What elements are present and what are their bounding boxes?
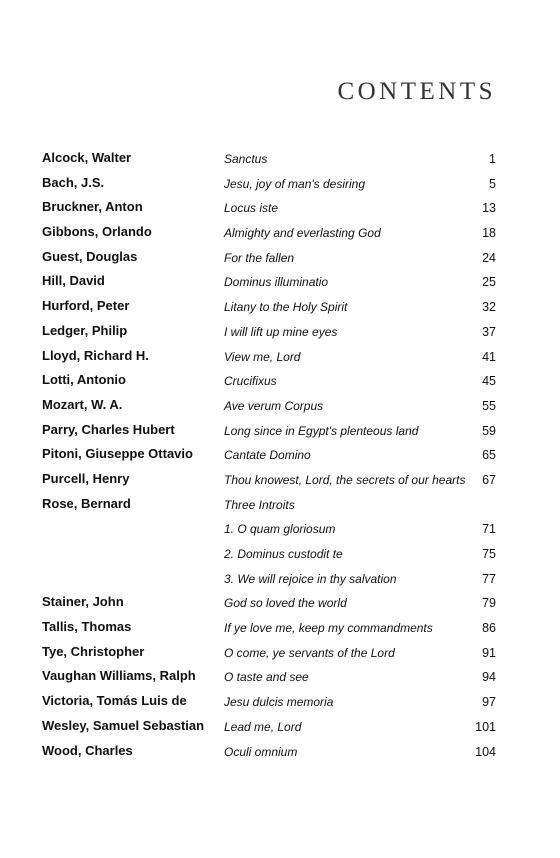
page-number: 86 bbox=[482, 621, 496, 636]
page-number: 65 bbox=[482, 448, 496, 463]
composer-name: Tye, Christopher bbox=[42, 643, 145, 659]
contents-entry bbox=[0, 271, 560, 296]
contents-entry bbox=[0, 642, 560, 667]
contents-entry bbox=[0, 568, 560, 593]
work-title: Ave verum Corpus bbox=[224, 398, 324, 413]
page-number: 37 bbox=[482, 324, 496, 339]
composer-name: Lloyd, Richard H. bbox=[42, 347, 149, 363]
work-title: O taste and see bbox=[224, 670, 309, 685]
work-title: If ye love me, keep my commandments bbox=[224, 621, 433, 636]
page-number: 71 bbox=[482, 522, 496, 537]
page-number: 1 bbox=[489, 152, 496, 166]
composer-name: Mozart, W. A. bbox=[42, 396, 123, 412]
contents-entry bbox=[0, 617, 560, 642]
composer-name: Wesley, Samuel Sebastian bbox=[42, 717, 205, 733]
work-title: Jesu dulcis memoria bbox=[224, 695, 334, 710]
work-title: Crucifixus bbox=[224, 374, 277, 389]
page-number: 94 bbox=[482, 670, 496, 685]
composer-name: Parry, Charles Hubert bbox=[42, 421, 175, 437]
contents-entry bbox=[0, 370, 560, 395]
work-title: Dominus illuminatio bbox=[224, 275, 329, 290]
page-number: 24 bbox=[482, 250, 496, 265]
composer-name: Hill, David bbox=[42, 273, 105, 289]
contents-entry bbox=[0, 469, 560, 494]
work-title: 3. We will rejoice in thy salvation bbox=[224, 571, 397, 586]
page-number: 18 bbox=[482, 226, 496, 241]
composer-name: Purcell, Henry bbox=[42, 470, 130, 486]
contents-entry bbox=[0, 395, 560, 420]
page-number: 25 bbox=[482, 275, 496, 290]
work-title: Locus iste bbox=[224, 201, 279, 216]
contents-entry bbox=[0, 666, 560, 691]
composer-name: Rose, Bernard bbox=[42, 495, 131, 511]
work-title: For the fallen bbox=[224, 250, 295, 265]
work-title: Almighty and everlasting God bbox=[224, 226, 381, 241]
page-number: 77 bbox=[482, 571, 496, 586]
contents-entry bbox=[0, 518, 560, 543]
page-number: 41 bbox=[482, 349, 496, 364]
contents-list bbox=[0, 148, 560, 765]
composer-name: Tallis, Thomas bbox=[42, 619, 132, 635]
page-number: 97 bbox=[482, 695, 496, 710]
page-title: CONTENTS bbox=[337, 78, 496, 105]
composer-name: Wood, Charles bbox=[42, 742, 133, 758]
work-title: Cantate Domino bbox=[224, 448, 311, 463]
composer-name: Bach, J.S. bbox=[42, 174, 105, 190]
page-number: 67 bbox=[482, 472, 496, 487]
contents-entry bbox=[0, 148, 560, 173]
contents-entry bbox=[0, 716, 560, 741]
contents-entry bbox=[0, 444, 560, 469]
work-title: 2. Dominus custodit te bbox=[224, 547, 343, 561]
composer-name: Guest, Douglas bbox=[42, 248, 138, 264]
work-title: Jesu, joy of man's desiring bbox=[224, 176, 366, 191]
composer-name: Ledger, Philip bbox=[42, 322, 128, 338]
work-title: Lead me, Lord bbox=[224, 719, 302, 734]
contents-entry bbox=[0, 494, 560, 519]
contents-entry bbox=[0, 691, 560, 716]
composer-name: Gibbons, Orlando bbox=[42, 224, 152, 240]
contents-entry bbox=[0, 592, 560, 617]
contents-entry bbox=[0, 296, 560, 321]
work-title: Three Introits bbox=[224, 497, 295, 512]
contents-entry bbox=[0, 346, 560, 371]
work-title: Sanctus bbox=[224, 152, 268, 166]
page-number: 104 bbox=[475, 744, 496, 759]
contents-entry bbox=[0, 741, 560, 766]
composer-name: Alcock, Walter bbox=[42, 150, 132, 165]
composer-name: Bruckner, Anton bbox=[42, 199, 143, 215]
work-title: 1. O quam gloriosum bbox=[224, 522, 336, 537]
composer-name: Vaughan Williams, Ralph bbox=[42, 668, 196, 684]
page-number: 55 bbox=[482, 398, 496, 413]
work-title: Litany to the Holy Spirit bbox=[224, 300, 348, 315]
page-number: 32 bbox=[482, 300, 496, 315]
work-title: O come, ye servants of the Lord bbox=[224, 645, 395, 660]
contents-entry bbox=[0, 543, 560, 568]
contents-entry bbox=[0, 247, 560, 272]
work-title: Thou knowest, Lord, the secrets of our hearts bbox=[224, 472, 466, 487]
work-title: I will lift up mine eyes bbox=[224, 324, 338, 339]
composer-name: Lotti, Antonio bbox=[42, 372, 126, 388]
page-number: 13 bbox=[482, 201, 496, 216]
page-number: 45 bbox=[482, 374, 496, 389]
page-number: 91 bbox=[482, 645, 496, 660]
page-number: 59 bbox=[482, 423, 496, 438]
composer-name: Stainer, John bbox=[42, 594, 124, 610]
page-number: 75 bbox=[482, 547, 496, 561]
contents-entry bbox=[0, 321, 560, 346]
page-number: 101 bbox=[475, 719, 496, 734]
work-title: Oculi omnium bbox=[224, 744, 298, 759]
composer-name: Hurford, Peter bbox=[42, 298, 130, 314]
work-title: God so loved the world bbox=[224, 596, 347, 611]
contents-entry bbox=[0, 173, 560, 198]
work-title: Long since in Egypt's plenteous land bbox=[224, 423, 419, 438]
work-title: View me, Lord bbox=[224, 349, 301, 364]
page-number: 79 bbox=[482, 596, 496, 611]
composer-name: Pitoni, Giuseppe Ottavio bbox=[42, 446, 193, 462]
contents-entry bbox=[0, 420, 560, 445]
page-number: 5 bbox=[489, 176, 496, 191]
composer-name: Victoria, Tomás Luis de bbox=[42, 693, 187, 709]
contents-entry bbox=[0, 222, 560, 247]
contents-entry bbox=[0, 197, 560, 222]
